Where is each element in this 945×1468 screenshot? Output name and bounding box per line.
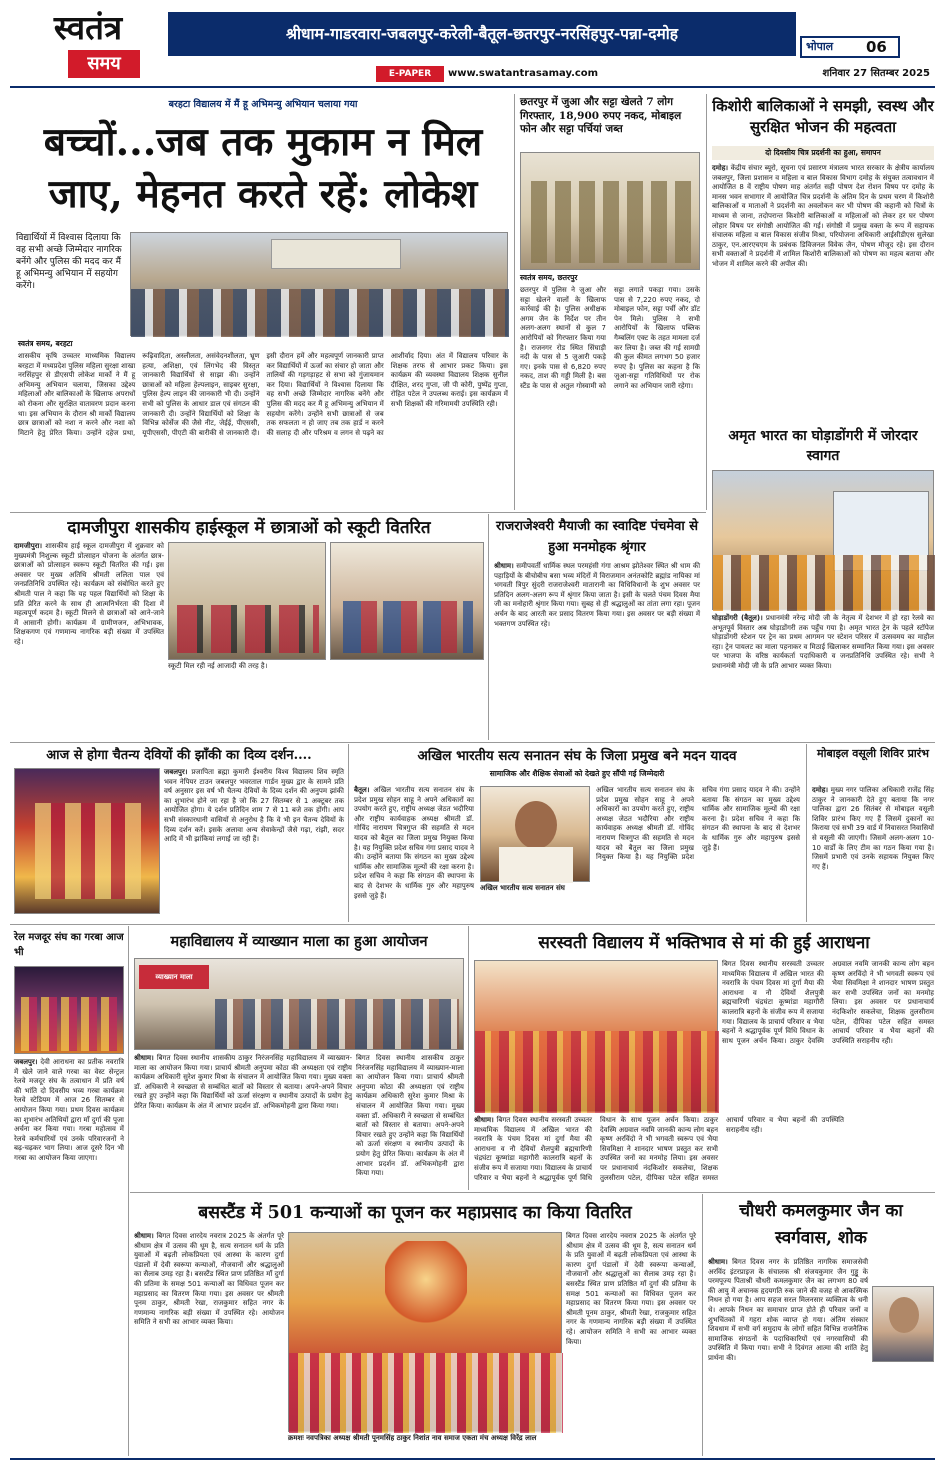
vyakhyan-headline: महाविद्यालय में व्याख्यान माला का हुआ आयोजन	[170, 933, 428, 950]
students-group	[131, 289, 509, 337]
rail-garba-photo	[14, 966, 124, 1054]
lead-byline: स्वतंत्र समय, बरहटा	[18, 339, 73, 348]
scooty-row	[177, 605, 319, 653]
police-officers	[531, 181, 691, 263]
chaudhari-dateline: श्रीधाम।	[708, 1258, 728, 1266]
row-rule-1	[10, 512, 706, 513]
busstand-photo	[288, 1232, 562, 1432]
scooty-presentation	[343, 601, 473, 653]
row-rule-3	[10, 924, 935, 925]
chhatarpur-body: छतरपुर में पुलिस ने जुआ और सट्टा खेलने वालों के खिलाफ कार्रवाई की है। पुलिस अधीक्षक अगम जैन के निर्देश पर तीन अलग-अलग स्थानों से कुल 7 आरोपियों को गिरफ्तार किया गया है। राजनगर रोड स्थित सिंघाड़ी नदी के पास से 5 जुआरी पकड़े गए। इनके पास से 6,820 रुपए नकद, ताश की गड्डी मिली है। बस स्टैंड के पास से अतुल गोस्वामी को सट्टा लगाते पकड़ा गया। उसके पास से 7,220 रुपए नकद, दो मोबाइल फोन, सट्टा पर्ची और डॉट पेन मिले। पुलिस ने सभी आरोपियों के खिलाफ पब्लिक गैम्बलिंग एक्ट के तहत मामला दर्ज कर लिया है। जब्त की गई सामग्री की कुल कीमत लगभग 50 हजार रुपए है। पुलिस का कहना है कि जुआ-सट्टा गतिविधियों पर रोक लगाने का अभियान जारी रहेगा।	[520, 286, 700, 390]
vyakhyan-photo	[134, 958, 464, 1050]
crowd-garlands	[713, 555, 935, 611]
lead-kicker: बरहटा विद्यालय में मैं हू अभिमन्यु अभियान चलाया गया	[168, 99, 358, 110]
saraswati-body-1	[474, 1116, 844, 1188]
busstand-photo-caption: क्रमशः नवपत्रिका अध्यक्ष श्रीमती पूनमसिंह ठाकुर निशांत नाव समाज एकता मंच अध्यक्ष विरेंद्र लाल	[288, 1434, 537, 1442]
cities-banner: श्रीधाम-गाडरवारा-जबलपुर-करेली-बैतूल-छतरपुर-नरसिंहपुर-पन्ना-दमोह	[168, 12, 796, 56]
col-rule-2	[706, 94, 707, 510]
saraswati-body-2: बिगत दिवस स्थानीय सरस्वती उच्चतर माध्यमिक विद्यालय में अखिल भारत की नवरात्रि के पंचम दिवस मां दुर्गा मैया की आराधना व नौ देवियों शैलपुत्री ब्रह्मचारिणी चंद्रघंटा कूष्मांडा महागौरी कालरात्रि बहनों के संजीव रूप में सजाया गया। विद्यालय के प्राचार्य परिवार व भैया बहनों ने श्रद्धापूर्वक पूर्ण विधि विधान के साथ पूजन अर्चन किया। ठाकुर देवस्मि अग्रवाल नवमि जानकी कान्य लोग बहन कृष्ण अरविंदो ने भी भगवती स्वरूप एवं भैया सिवमिक्षा ने शानदार भाषण प्रस्तुत कर सभी उपस्थित जनों का मनमोह लिया। इस अवसर पर प्रधानाचार्य नंदकिशोर सकलेचा, शिक्षक तुलसीराम पटेल, दीपिका पटेल सहित समस्त आचार्य परिवार व भैया बहनों की उपस्थिति सराहनीय रही।	[722, 960, 934, 1045]
dhamjipura-caption-note: स्कूटी मिल रही नई आजादी की तरह है।	[168, 662, 268, 670]
busstand-body-1	[134, 1232, 284, 1456]
col-rule-3	[488, 514, 489, 740]
dhamjipura-body	[14, 542, 164, 738]
row-rule-2	[10, 742, 935, 743]
col-rule-7	[468, 926, 469, 1190]
busstand-headline: बसस्टैंड में 501 कन्याओं का पूजन कर महाप्रसाद का किया वितरित	[198, 1203, 632, 1223]
logo-top: स्वतंत्र	[53, 8, 123, 47]
madan-sub: सामाजिक और शैक्षिक सेवाओं को देखते हुए सौंपी गई जिम्मेदारी	[489, 769, 665, 778]
madan-headline: अखिल भारतीय सत्य सनातन संघ के जिला प्रमुख बने मदन यादव	[417, 748, 737, 764]
lead-callout: विद्यार्थियों में विश्वास दिलाया कि वह सभी अच्छे जिम्मेदार नागरिक बनेंगे और पुलिस की मदद कर मैं हू अभिमन्यु अभियान में सहयोग करेंगे।	[16, 233, 122, 291]
col-rule-6	[128, 926, 129, 1456]
vyakhyan-banner: व्याख्यान माला	[139, 965, 209, 989]
col-rule-4	[348, 744, 349, 922]
chaudhari-headline: चौधरी कमलकुमार जैन का स्वर्गवास, शोक	[739, 1201, 903, 1248]
page-number: 06	[866, 38, 887, 56]
epaper-label[interactable]: E-PAPER	[376, 66, 444, 82]
amrit-headline: अमृत भारत का घोड़ाडोंगरी में जोरदार स्वागत	[728, 428, 918, 464]
saraswati-photo	[474, 960, 718, 1112]
lead-body: शासकीय कृषि उच्चतर माध्यमिक विद्यालय बरहटा में मध्यप्रदेश पुलिस महिला सुरक्षा शाखा नरसिंहपुर से डीएसपी लोकेश मार्को ने मैं हू अभिमन्यु अभियान चलाया, जिसका उद्देश्य महिलाओं और बालिकाओं के खिलाफ अपराधों को रोकना और सुरक्षित वातावरण प्रदान करना था। इस अभियान के दौरान श्री मार्को विद्यालय छात्र छात्राओं को नशा न करने और नशा को मिटाने हेतु प्रेरित किया। उन्होंने दहेज प्रथा, रूढ़िवादिता, अस्लीलता, असंवेदनशीलता, भ्रूण हत्या, अशिक्षा, एवं लिंगभेद की विस्तृत जानकारी विद्यार्थियों से साझा की। उन्होंने छात्राओं को महिला हेल्पलाइन, साइबर सुरक्षा, पुलिस हेल्प लाइन की जानकारी भी दी। उन्होंने सभी को पुलिस के आधार डाल एवं संगठन की जानकारी दी। उन्होंने विद्यार्थियों को शिक्षा के विभिन्न कोर्सेज की जैसे नीट, जेईई, पीएससी, यूपीएससी, पीएटी की बारीकी से जानकारी दी। इसी दौरान हमें और महत्वपूर्ण जानकारी प्राप्त कर विद्यार्थियों में ऊर्जा का संचार हो जाता और तालियों की गड़गड़ाहट से सभा को गुंजायमान कर दिया। विद्यार्थियों ने विश्वास दिलाया कि वह सभी अच्छे जिम्मेदार नागरिक बनेंगे और पुलिस की मदद कर मैं हू अभिमन्यु अभियान में सहयोग करेंगे। उन्होंने सभी छात्राओं से जब तक सफलता न हो जाए तब तक हार्ड न करने की सलाह दी और परिश्रम व लगन से पढ़ने का आशीर्वाद दिया। अंत में विद्यालय परिवार के शिक्षक तरफ से आभार प्रकट किया। इस कार्यक्रम की व्यवस्था विद्यालय शिक्षक सुनील दीक्षित, शरद गुप्ता, जी पी कोरी, पुष्पेंद्र गुप्ता, रोहित पटेल ने उपलब्ध कराई। इस कार्यक्रम में सभी शिक्षकों की गरिमामयी उपस्थिति रही।	[18, 352, 508, 437]
chaitanya-headline: आज से होगा चैतन्य देवियों की झाँकी का दिव्य दर्शन....	[46, 748, 312, 763]
mobile-shivir-headline: मोबाइल वसूली शिविर प्रारंभ	[817, 747, 929, 760]
dhamjipura-photo-2	[330, 542, 484, 660]
row-rule-4	[130, 1192, 935, 1193]
busstand-body-text: बिगत दिवस शारदेय नवरात्र 2025 के अंतर्गत पूरे श्रीधाम क्षेत्र में उत्सव की धूम है, सत्य सनातन धर्म के प्रति युवाओं में बढ़ती लोकप्रियता एवं आस्था के कारण दुर्गा पंडालों में देवी स्वरूपा कन्याओं, नौजवानों और श्रद्धालुओं का सैलाब उमड़ रहा है। बसस्टैंड स्थित प्राण प्रतिष्ठित माँ दुर्गा की प्रतिमा के समक्ष 501 कन्याओं का विधिवत पूजन कर महाप्रसाद का वितरण किया गया। इस अवसर पर श्रीमती पूनम ठाकुर, श्रीमती रेखा, राजकुमार सहित नगर के गणमान्य नागरिक बड़ी संख्या में उपस्थित रहे। आयोजन समिति ने सभी का आभार व्यक्त किया।	[134, 1232, 284, 1327]
amrit-dateline: घोड़ाडोंगरी (बैतूल)।	[712, 614, 763, 622]
chaudhari-body-text: बिगत दिवस नगर के प्रतिष्ठित नागरिक समाजसेवी अरविंद इंटरप्राइज के संचालक श्री संजयकुमार जैन गुड्डू के परमपूज्य पिताश्री चौधरी कमलकुमार जैन का लगभग 80 वर्ष की आयु में अचानक हृदयगति रुक जाने की वजह से आकस्मिक निधन हो गया है। आप सहज सरल मिलनसार व्यक्तित्व के धनी थे। आपके निधन का समाचार प्राप्त होते ही परिवार जनों व शुभचिंतकों में गहरा शोक व्याप्त हो गया। अंतिम संस्कार शिवधाम में सभी वर्ग समुदाय के लोगों सहित विभिन्न राजनैतिक सामाजिक संगठनों के पदाधिकारियों एवं नगरवासियों की उपस्थिति में किया गया। सभी ने दिवंगत आत्मा की शांति हेतु प्रार्थना की।	[708, 1258, 869, 1362]
amrit-photo	[712, 470, 934, 610]
madan-body-text: अखिल भारतीय सत्य सनातन संघ के प्रदेश प्रमुख सोहन साहू ने अपने अधिकारों का उपयोग करते हुए, राष्ट्रीय अध्यक्ष जेठत भदौरिया और राष्ट्रीय कार्यवाहक अध्यक्ष श्रीमती डॉ. गोविंद नारायण चित्रगुप्त की सहमति से मदन यादव को बैतूल का जिला प्रमुख नियुक्त किया है। यह नियुक्ति प्रदेश सचिव गंगा प्रसाद यादव ने की। उन्होंने बताया कि संगठन का मुख्य उद्देश्य धार्मिक और सामाजिक मूल्यों की रक्षा करना है। प्रदेश सचिव ने कहा कि संगठन की स्थापना के बाद से देशभर के धार्मिक गुरु और महापुरुष इससे जुड़े हैं।	[354, 786, 474, 900]
chaudhari-face	[889, 1297, 919, 1333]
mobile-shivir-body-text: मुख्य नगर पालिका अधिकारी राजेंद्र सिंह ठाकुर ने जानकारी देते हुए बताया कि नगर पालिका द्वारा 26 सितंबर से मोबाइल वसूली शिविर प्रारंभ किए गए हैं जिसमें दुकानों का किराया एवं सभी 39 वार्ड में निवासरत निवासियों से वसूली की जाएगी। जिसमें अलग-अलग 10-10 वार्डों के लिए टीम का गठन किया गया है। जिसमें प्रभारी एवं उनके सहायक नियुक्त किए गए हैं।	[812, 786, 934, 871]
madan-body-2: अखिल भारतीय सत्य सनातन संघ के प्रदेश प्रमुख सोहन साहू ने अपने अधिकारों का उपयोग करते हुए, राष्ट्रीय अध्यक्ष जेठत भदौरिया और राष्ट्रीय कार्यवाहक अध्यक्ष श्रीमती डॉ. गोविंद नारायण चित्रगुप्त की सहमति से मदन यादव को बैतूल का जिला प्रमुख नियुक्त किया है। यह नियुक्ति प्रदेश सचिव गंगा प्रसाद यादव ने की। उन्होंने बताया कि संगठन का मुख्य उद्देश्य धार्मिक और सामाजिक मूल्यों की रक्षा करना है। प्रदेश सचिव ने कहा कि संगठन की स्थापना के बाद से देशभर के धार्मिक गुरु और महापुरुष इससे जुड़े हैं।	[596, 786, 800, 862]
dhamjipura-dateline: दामजीपुरा।	[14, 542, 43, 550]
rail-garba-headline: रेल मजदूर संघ का गरबा आज भी	[14, 932, 124, 958]
dhamjipura-body-text: शासकीय हाई स्कूल दामजीपुरा में शुक्रवार को मुख्यमंत्री निशुल्क स्कूटी प्रोत्साहन योजना के अंतर्गत छात्र-छात्राओं को प्रोत्साहन स्वरूप स्कूटी वितरित की गई। इस अवसर पर मुख्य अतिथि श्रीमती ललिता पाल एवं जनप्रतिनिधि उपस्थित रहे। कार्यक्रम को संबोधित करते हुए श्रीमती पाल ने कहा कि यह पहल विद्यार्थियों को शिक्षा के प्रति प्रेरित करने के साथ ही आत्मनिर्भरता की दिशा में महत्वपूर्ण कदम है। स्कूटी मिलने से छात्राओं को आने-जाने में आसानी होगी। कार्यक्रम में ग्रामीणजन, अभिभावक, शिक्षकगण एवं गणमान्य नागरिक बड़ी संख्या में उपस्थित रहे।	[14, 542, 164, 646]
kishori-sub: दो दिवसीय चित्र प्रदर्शनी का हुआ, समापन	[712, 146, 934, 160]
kishori-body-text: केंद्रीय संचार ब्यूरो, सूचना एवं प्रसारण मंत्रालय भारत सरकार के क्षेत्रीय कार्यालय जबलपुर, जिला प्रशासन व महिला व बाल विकास विभाग दमोह के संयुक्त तत्वावधान में आयोजित 8 वें राष्ट्रीय पोषण माह अंतर्गत सही पोषण देश रोशन विषय पर दमोह के मानस भवन सभागार में आयोजित चित्र प्रदर्शनी के अंतिम दिन के प्रथम चरण में किशोरी बालिकाओं व माताओं ने प्रदर्शनी का अवलोकन कर भी पोषण की कहानी को चित्रों के माध्यम से जाना, तदोपरान्त किशोरी बालिकाओं व महिलाओं को लेकर हर घर पोषण लोहार विषय पर संगोष्ठी आयोजित की गई। संगोष्ठी में प्रमुख वक्ता के रूप में सहायक संचालक महिला व बाल विकास संजीव मिश्रा, परियोजना अधिकारी आईसीडीएस सुलेखा ठाकुर, एन.आरएचएम के प्रबंधक डिविजनल विवेक जैन, पोषण मौजूद रहे। इस दौरान सभी वक्ताओं ने प्रदर्शनी में शामिल किशोरी बालिकाओं को पोषण का महत्व बताया और भोजन में शामिल करने की अपील की।	[712, 164, 935, 268]
garba-dancers	[21, 997, 119, 1051]
vyakhyan-body	[134, 1054, 352, 1184]
mobile-shivir-dateline: दमोह।	[812, 786, 829, 794]
col-rule-5	[806, 744, 807, 922]
masthead	[0, 0, 945, 88]
masthead-rule	[10, 86, 935, 88]
saraswati-body-text: बिगत दिवस स्थानीय सरस्वती उच्चतर माध्यमिक विद्यालय में अखिल भारत की नवरात्रि के पंचम दिवस मां दुर्गा मैया की आराधना व नौ देवियों शैलपुत्री ब्रह्मचारिणी चंद्रघंटा कूष्मांडा महागौरी कालरात्रि बहनों के संजीव रूप में सजाया गया। विद्यालय के प्राचार्य परिवार व भैया बहनों ने श्रद्धापूर्वक पूर्ण विधि विधान के साथ पूजन अर्चन किया। ठाकुर देवस्मि अग्रवाल नवमि जानकी कान्य लोग बहन कृष्ण अरविंदो ने भी भगवती स्वरूप एवं भैया सिवमिक्षा ने शानदार भाषण प्रस्तुत कर सभी उपस्थित जनों का मनमोह लिया। इस अवसर पर प्रधानाचार्य नंदकिशोर सकलेचा, शिक्षक तुलसीराम पटेल, दीपिका पटेल सहित समस्त आचार्य परिवार व भैया बहनों की उपस्थिति सराहनीय रही।	[474, 1116, 844, 1182]
website-link[interactable]: www.swatantrasamay.com	[448, 68, 599, 79]
busstand-dateline: श्रीधाम।	[134, 1232, 154, 1240]
rajrajeshwari-body-text: समीपवर्ती धार्मिक स्थल परमहंसी गंगा आश्रम झोतेश्वर स्थित श्री धाम की पहाड़ियों के बीचोबीच बसा भव्य मंदिरों में विराजमान अनंतकोटि ब्रह्मांड नायिका मां भगवती त्रिपुर सुंदरी राजराजेश्वरी मातारानी का विधिविधानों के शुभ अवसर पर प्रतिदिन अलग-अलग रूप में श्रृंगार किया जाता है। इसी के चलते पंचम दिवस मैया जी का मनोहारी श्रृंगार किया गया। सुबह से ही श्रद्धालुओं का तांता लगा रहा। पूजन अर्चन के बाद आरती कर प्रसाद वितरण किया गया। इस अवसर पर बड़ी संख्या में भक्तगण उपस्थित रहे।	[494, 562, 701, 628]
rail-garba-dateline: जबलपुर।	[14, 1058, 38, 1066]
durga-idol	[385, 1241, 467, 1337]
chhatarpur-headline: छतरपुर में जुआ और सट्टा खेलते 7 लोग गिरफ्तार, 18,900 रुपए नकद, मोबाइल फोन और सट्टा पर्चियां जब्त	[520, 96, 682, 135]
madan-photo-caption: अखिल भारतीय सत्य सनातन संघ	[480, 884, 565, 892]
busstand-body-2: बिगत दिवस शारदेय नवरात्र 2025 के अंतर्गत पूरे श्रीधाम क्षेत्र में उत्सव की धूम है, सत्य सनातन धर्म के प्रति युवाओं में बढ़ती लोकप्रियता एवं आस्था के कारण दुर्गा पंडालों में देवी स्वरूपा कन्याओं, नौजवानों और श्रद्धालुओं का सैलाब उमड़ रहा है। बसस्टैंड स्थित प्राण प्रतिष्ठित माँ दुर्गा की प्रतिमा के समक्ष 501 कन्याओं का विधिवत पूजन कर महाप्रसाद का वितरण किया गया। इस अवसर पर श्रीमती पूनम ठाकुर, श्रीमती रेखा, राजकुमार सहित नगर के गणमान्य नागरिक बड़ी संख्या में उपस्थित रहे। आयोजन समिति ने सभी का आभार व्यक्त किया।	[566, 1232, 696, 1346]
rail-garba-body-text: देवी आराधना का प्रतीक नवरात्रि में खेले जाने वाले गरबा का वेस्ट सेन्ट्रल रेलवे मजदूर संघ के तत्वाधान में प्रति वर्ष की भांति दो दिवसीय भव्य गरबा कार्यक्रम रेलवे स्टेडियम में आज 26 सितम्बर से आयोजन किया गया। प्रथम दिवस कार्यक्रम का शुभारंभ अतिथियों द्वारा माँ दुर्गा की पूजा अर्चना कर किया गया। गरबा महोत्सव में रेलवे कर्मचारियों एवं उनके परिवारजनों ने बढ़-चढ़कर भाग लिया। आज दूसरे दिन भी गरबा का आयोजन किया जाएगा।	[14, 1058, 124, 1162]
rajrajeshwari-body	[494, 562, 700, 738]
vyakhyan-dateline: श्रीधाम।	[134, 1054, 154, 1062]
amrit-body	[712, 614, 934, 740]
chaitanya-body-text: प्रजापिता ब्रह्मा कुमारी ईश्वरीय विश्व विद्यालय शिव स्मृति भवन नेपियर टाउन जबलपुर भवरताल गार्डन मुख्य द्वार के सामने प्रति वर्ष अनुसार इस वर्ष भी चैतन्य देवियों के दिव्य दर्शन की अनुपम झांकी का शुभारंभ होने जा रहा है जो कि 27 सितम्बर से 1 अक्टूबर तक आयोजित होगा। ये दर्शन प्रतिदिन शाम 7 से 11 बजे तक होंगी। आप सभी संस्कारधानी वासियों से अनुरोध है कि वे भी इन चैतन्य देवियों के दिव्य दर्शन करें। इसके अलावा अन्य सेवाकेन्द्रों जैसे गढ़ा, रांझी, सदर आदि में भी झांकियां लगाई जा रही हैं।	[164, 768, 344, 844]
dhamjipura-headline: दामजीपुरा शासकीय हाईस्कूल में छात्राओं को स्कूटी वितरित	[67, 518, 431, 538]
classroom-board	[271, 239, 401, 269]
devotees-row	[475, 1031, 719, 1113]
madan-body-1	[354, 786, 474, 916]
saraswati-dateline: श्रीधाम।	[474, 1116, 494, 1124]
chaudhari-body	[708, 1258, 934, 1456]
vyakhyan-body-text: बिगत दिवस स्थानीय शासकीय ठाकुर निरंजनसिंह महाविद्यालय में व्याख्यान-माला का आयोजन किया गया। प्राचार्य श्रीमती अनुपमा कोठा की अध्यक्षता एवं राष्ट्रीय कार्यक्रम अधिकारी सुरेश कुमार मिश्रा के संचालन में आयोजित किया गया। मुख्य वक्ता डॉ. अधिकारी ने स्वच्छता से सम्बंधित बातों को विस्तार से बताया। अपने-अपने विचार रखते हुए उन्होंने कहा कि विद्यार्थियों को ऊर्जा संरक्षण व स्थानीय उत्पादों के प्रयोग हेतु प्रेरित किया। कार्यक्रम के अंत में आभार प्रदर्शन डॉ. अभिकमोहनी द्वारा किया गया।	[134, 1054, 352, 1110]
madan-photo	[480, 786, 590, 882]
kishori-dateline: दमोह।	[712, 164, 729, 172]
kishori-headline: किशोरी बालिकाओं ने समझी, स्वस्थ और सुरक्षित भोजन की महत्वता	[712, 97, 934, 136]
amrit-body-text: प्रधानमंत्री नरेन्द्र मोदी जी के नेतृत्व में देशभर में हो रहा रेलवे का अभूतपूर्व विस्तार अब घोड़ाडोंगरी तक पहुँच गया है। अमृत भारत ट्रेन के पहले स्टॉपेज घोड़ाडोंगरी स्टेशन पर ट्रेन का प्रथम आगमन पर स्टेशन परिसर में उत्सवमय का माहौल रहा। ट्रेन पायलट का माला पहनाकर व मिठाई खिलाकर सम्मानित किया गया। इस अवसर पर भाजपा के वरिष्ठ कार्यकर्ता पदाधिकारी व जनप्रतिनिधि उपस्थित रहे। सभी ने प्रधानमंत्री मोदी जी के प्रति आभार व्यक्त किया।	[712, 614, 934, 670]
rajrajeshwari-headline: राजराजेश्वरी मैयाजी का स्वादिष्ट पंचमेवा से हुआ मनमोहक श्रृंगार	[495, 519, 699, 555]
masthead-logo	[18, 8, 158, 82]
portrait-face	[515, 801, 557, 849]
goddess-figures	[35, 803, 141, 899]
chhatarpur-photo	[520, 152, 700, 270]
lead-headline: बच्चों...जब तक मुकाम न मिल जाए, मेहनत करते रहें: लोकेश	[43, 119, 483, 217]
lead-photo	[130, 232, 508, 336]
col-rule-8	[702, 1194, 703, 1456]
chhatarpur-byline: स्वतंत्र समय, छतरपुर	[520, 273, 578, 282]
kishori-body	[712, 164, 934, 422]
vyakhyan-body-cont: बिगत दिवस स्थानीय शासकीय ठाकुर निरंजनसिंह महाविद्यालय में व्याख्यान-माला का आयोजन किया गया। प्राचार्य श्रीमती अनुपमा कोठा की अध्यक्षता एवं राष्ट्रीय कार्यक्रम अधिकारी सुरेश कुमार मिश्रा के संचालन में आयोजित किया गया। मुख्य वक्ता डॉ. अधिकारी ने स्वच्छता से सम्बंधित बातों को विस्तार से बताया। अपने-अपने विचार रखते हुए उन्होंने कहा कि विद्यार्थियों को ऊर्जा संरक्षण व स्थानीय उत्पादों के प्रयोग हेतु प्रेरित किया। कार्यक्रम के अंत में आभार प्रदर्शन डॉ. अभिकमोहनी द्वारा किया गया।	[356, 1054, 464, 1178]
dhamjipura-photo-1	[168, 542, 326, 660]
portrait-shirt	[499, 847, 573, 883]
chaitanya-body	[164, 768, 344, 918]
footer-rule	[10, 1458, 935, 1460]
madan-dateline: बैतूल।	[354, 786, 370, 794]
issue-date: शनिवार 27 सितम्बर 2025	[822, 68, 930, 79]
rajrajeshwari-dateline: श्रीधाम।	[494, 562, 514, 570]
logo-bottom: समय	[68, 50, 140, 78]
city-page-box	[800, 36, 900, 58]
kanya-rows	[289, 1353, 563, 1433]
city-label: भोपाल	[806, 40, 834, 53]
chaitanya-photo	[14, 768, 160, 914]
mobile-shivir-body	[812, 786, 934, 916]
rail-garba-body	[14, 1058, 124, 1454]
chaudhari-photo	[872, 1286, 934, 1362]
saraswati-headline: सरस्वती विद्यालय में भक्तिभाव से मां की हुई आराधना	[538, 933, 870, 953]
chaitanya-dateline: जबलपुर।	[164, 768, 188, 776]
col-rule-1	[514, 94, 515, 510]
lecture-audience	[215, 999, 459, 1049]
